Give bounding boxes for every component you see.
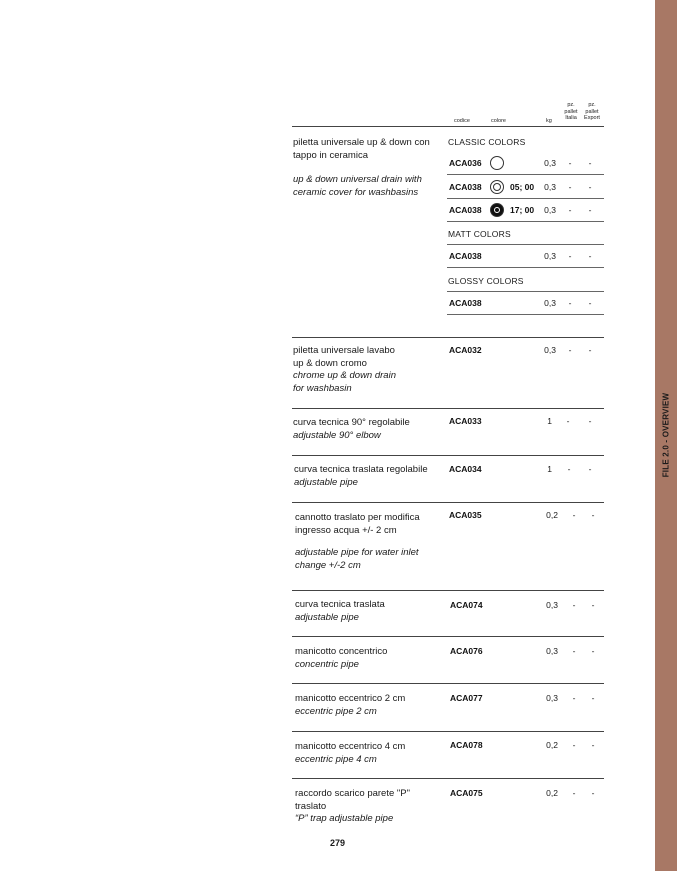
entry-rule bbox=[292, 502, 604, 503]
entry-description: curva tecnica 90° regolabile adjustable 90° elbow bbox=[293, 417, 410, 441]
pallet-export: - bbox=[591, 510, 595, 520]
weight-kg: 0,3 bbox=[546, 600, 558, 610]
color-code: 17; 00 bbox=[510, 205, 535, 215]
pallet-export: - bbox=[588, 416, 592, 426]
product-code: ACA076 bbox=[450, 646, 483, 656]
section-label: FILE 2.0 - OVERVIEW bbox=[661, 392, 671, 478]
entry-rule bbox=[292, 778, 604, 779]
row-rule bbox=[447, 314, 604, 315]
weight-kg: 0,2 bbox=[546, 740, 558, 750]
pallet-export: - bbox=[588, 298, 592, 308]
pallet-italia: - bbox=[568, 158, 572, 168]
pallet-export: - bbox=[591, 740, 595, 750]
product-code: ACA033 bbox=[449, 416, 482, 426]
entry-rule bbox=[292, 636, 604, 637]
row-rule bbox=[447, 291, 604, 292]
entry-description: cannotto traslato per modifica ingresso acqua +/- 2 cm adjustable pipe for water inlet change +/-2 cm bbox=[295, 512, 420, 571]
row-rule bbox=[447, 221, 604, 222]
row-rule bbox=[447, 174, 604, 175]
pallet-export: - bbox=[588, 182, 592, 192]
entry-description: manicotto concentrico concentric pipe bbox=[295, 646, 388, 670]
product-code: ACA038 bbox=[449, 182, 482, 192]
weight-kg: 0,3 bbox=[546, 646, 558, 656]
entry-rule bbox=[292, 590, 604, 591]
pallet-italia: - bbox=[568, 205, 572, 215]
pallet-export: - bbox=[591, 788, 595, 798]
product-code: ACA035 bbox=[449, 510, 482, 520]
entry-description: curva tecnica traslata adjustable pipe bbox=[295, 599, 385, 623]
pallet-italia: - bbox=[572, 740, 576, 750]
entry-description: manicotto eccentrico 2 cm eccentric pipe 2 cm bbox=[295, 693, 406, 717]
row-rule bbox=[447, 244, 604, 245]
weight-kg: 1 bbox=[547, 416, 552, 426]
product-code: ACA077 bbox=[450, 693, 483, 703]
header-pz-export: pz. pallet Export bbox=[584, 102, 600, 121]
weight-kg: 0,3 bbox=[544, 158, 556, 168]
color-swatch-ring-icon bbox=[490, 180, 504, 194]
pallet-italia: - bbox=[566, 416, 570, 426]
product-code: ACA038 bbox=[449, 205, 482, 215]
color-code: 05; 00 bbox=[510, 182, 535, 192]
header-pz-italia: pz. pallet Italia bbox=[564, 102, 578, 121]
weight-kg: 0,3 bbox=[544, 182, 556, 192]
header-rule bbox=[292, 126, 604, 127]
product-code: ACA038 bbox=[449, 298, 482, 308]
weight-kg: 0,3 bbox=[544, 251, 556, 261]
pallet-export: - bbox=[588, 205, 592, 215]
header-codice: codice bbox=[454, 118, 470, 124]
product-code: ACA032 bbox=[449, 345, 482, 355]
entry-description: piletta universale up & down con tappo in ceramica up & down universal drain with ceramic cover for washbasins bbox=[293, 137, 430, 198]
entry-rule bbox=[292, 455, 604, 456]
product-code: ACA074 bbox=[450, 600, 483, 610]
pallet-italia: - bbox=[568, 298, 572, 308]
entry-description: manicotto eccentrico 4 cm eccentric pipe 4 cm bbox=[295, 741, 406, 765]
entry-rule bbox=[292, 337, 604, 338]
product-code: ACA078 bbox=[450, 740, 483, 750]
weight-kg: 0,3 bbox=[544, 345, 556, 355]
group-title: MATT COLORS bbox=[448, 229, 511, 239]
pallet-export: - bbox=[588, 345, 592, 355]
pallet-italia: - bbox=[572, 788, 576, 798]
pallet-export: - bbox=[591, 693, 595, 703]
pallet-export: - bbox=[588, 464, 592, 474]
pallet-italia: - bbox=[572, 693, 576, 703]
entry-description: curva tecnica traslata regolabile adjustable pipe bbox=[294, 464, 428, 488]
row-rule bbox=[447, 267, 604, 268]
pallet-italia: - bbox=[567, 464, 571, 474]
header-kg: kg bbox=[546, 118, 552, 124]
pallet-export: - bbox=[591, 600, 595, 610]
pallet-italia: - bbox=[572, 600, 576, 610]
weight-kg: 0,3 bbox=[546, 693, 558, 703]
header-colore: colore bbox=[491, 118, 506, 124]
color-swatch-dark-icon bbox=[490, 203, 504, 217]
entry-description: raccordo scarico parete "P" traslato “P” trap adjustable pipe bbox=[295, 788, 410, 824]
pallet-italia: - bbox=[568, 345, 572, 355]
entry-rule bbox=[292, 731, 604, 732]
product-code: ACA036 bbox=[449, 158, 482, 168]
pallet-export: - bbox=[588, 158, 592, 168]
product-code: ACA075 bbox=[450, 788, 483, 798]
row-rule bbox=[447, 198, 604, 199]
weight-kg: 1 bbox=[547, 464, 552, 474]
entry-rule bbox=[292, 683, 604, 684]
page-number: 279 bbox=[330, 838, 346, 848]
pallet-italia: - bbox=[572, 646, 576, 656]
group-title: GLOSSY COLORS bbox=[448, 276, 524, 286]
pallet-italia: - bbox=[572, 510, 576, 520]
group-title: CLASSIC COLORS bbox=[448, 137, 526, 147]
weight-kg: 0,3 bbox=[544, 298, 556, 308]
weight-kg: 0,2 bbox=[546, 510, 558, 520]
weight-kg: 0,2 bbox=[546, 788, 558, 798]
pallet-italia: - bbox=[568, 251, 572, 261]
entry-rule bbox=[292, 408, 604, 409]
product-code: ACA038 bbox=[449, 251, 482, 261]
entry-description: piletta universale lavabo up & down cromo chrome up & down drain for washbasin bbox=[293, 345, 396, 394]
pallet-export: - bbox=[591, 646, 595, 656]
color-swatch-white-icon bbox=[490, 156, 504, 170]
weight-kg: 0,3 bbox=[544, 205, 556, 215]
product-code: ACA034 bbox=[449, 464, 482, 474]
pallet-export: - bbox=[588, 251, 592, 261]
pallet-italia: - bbox=[568, 182, 572, 192]
